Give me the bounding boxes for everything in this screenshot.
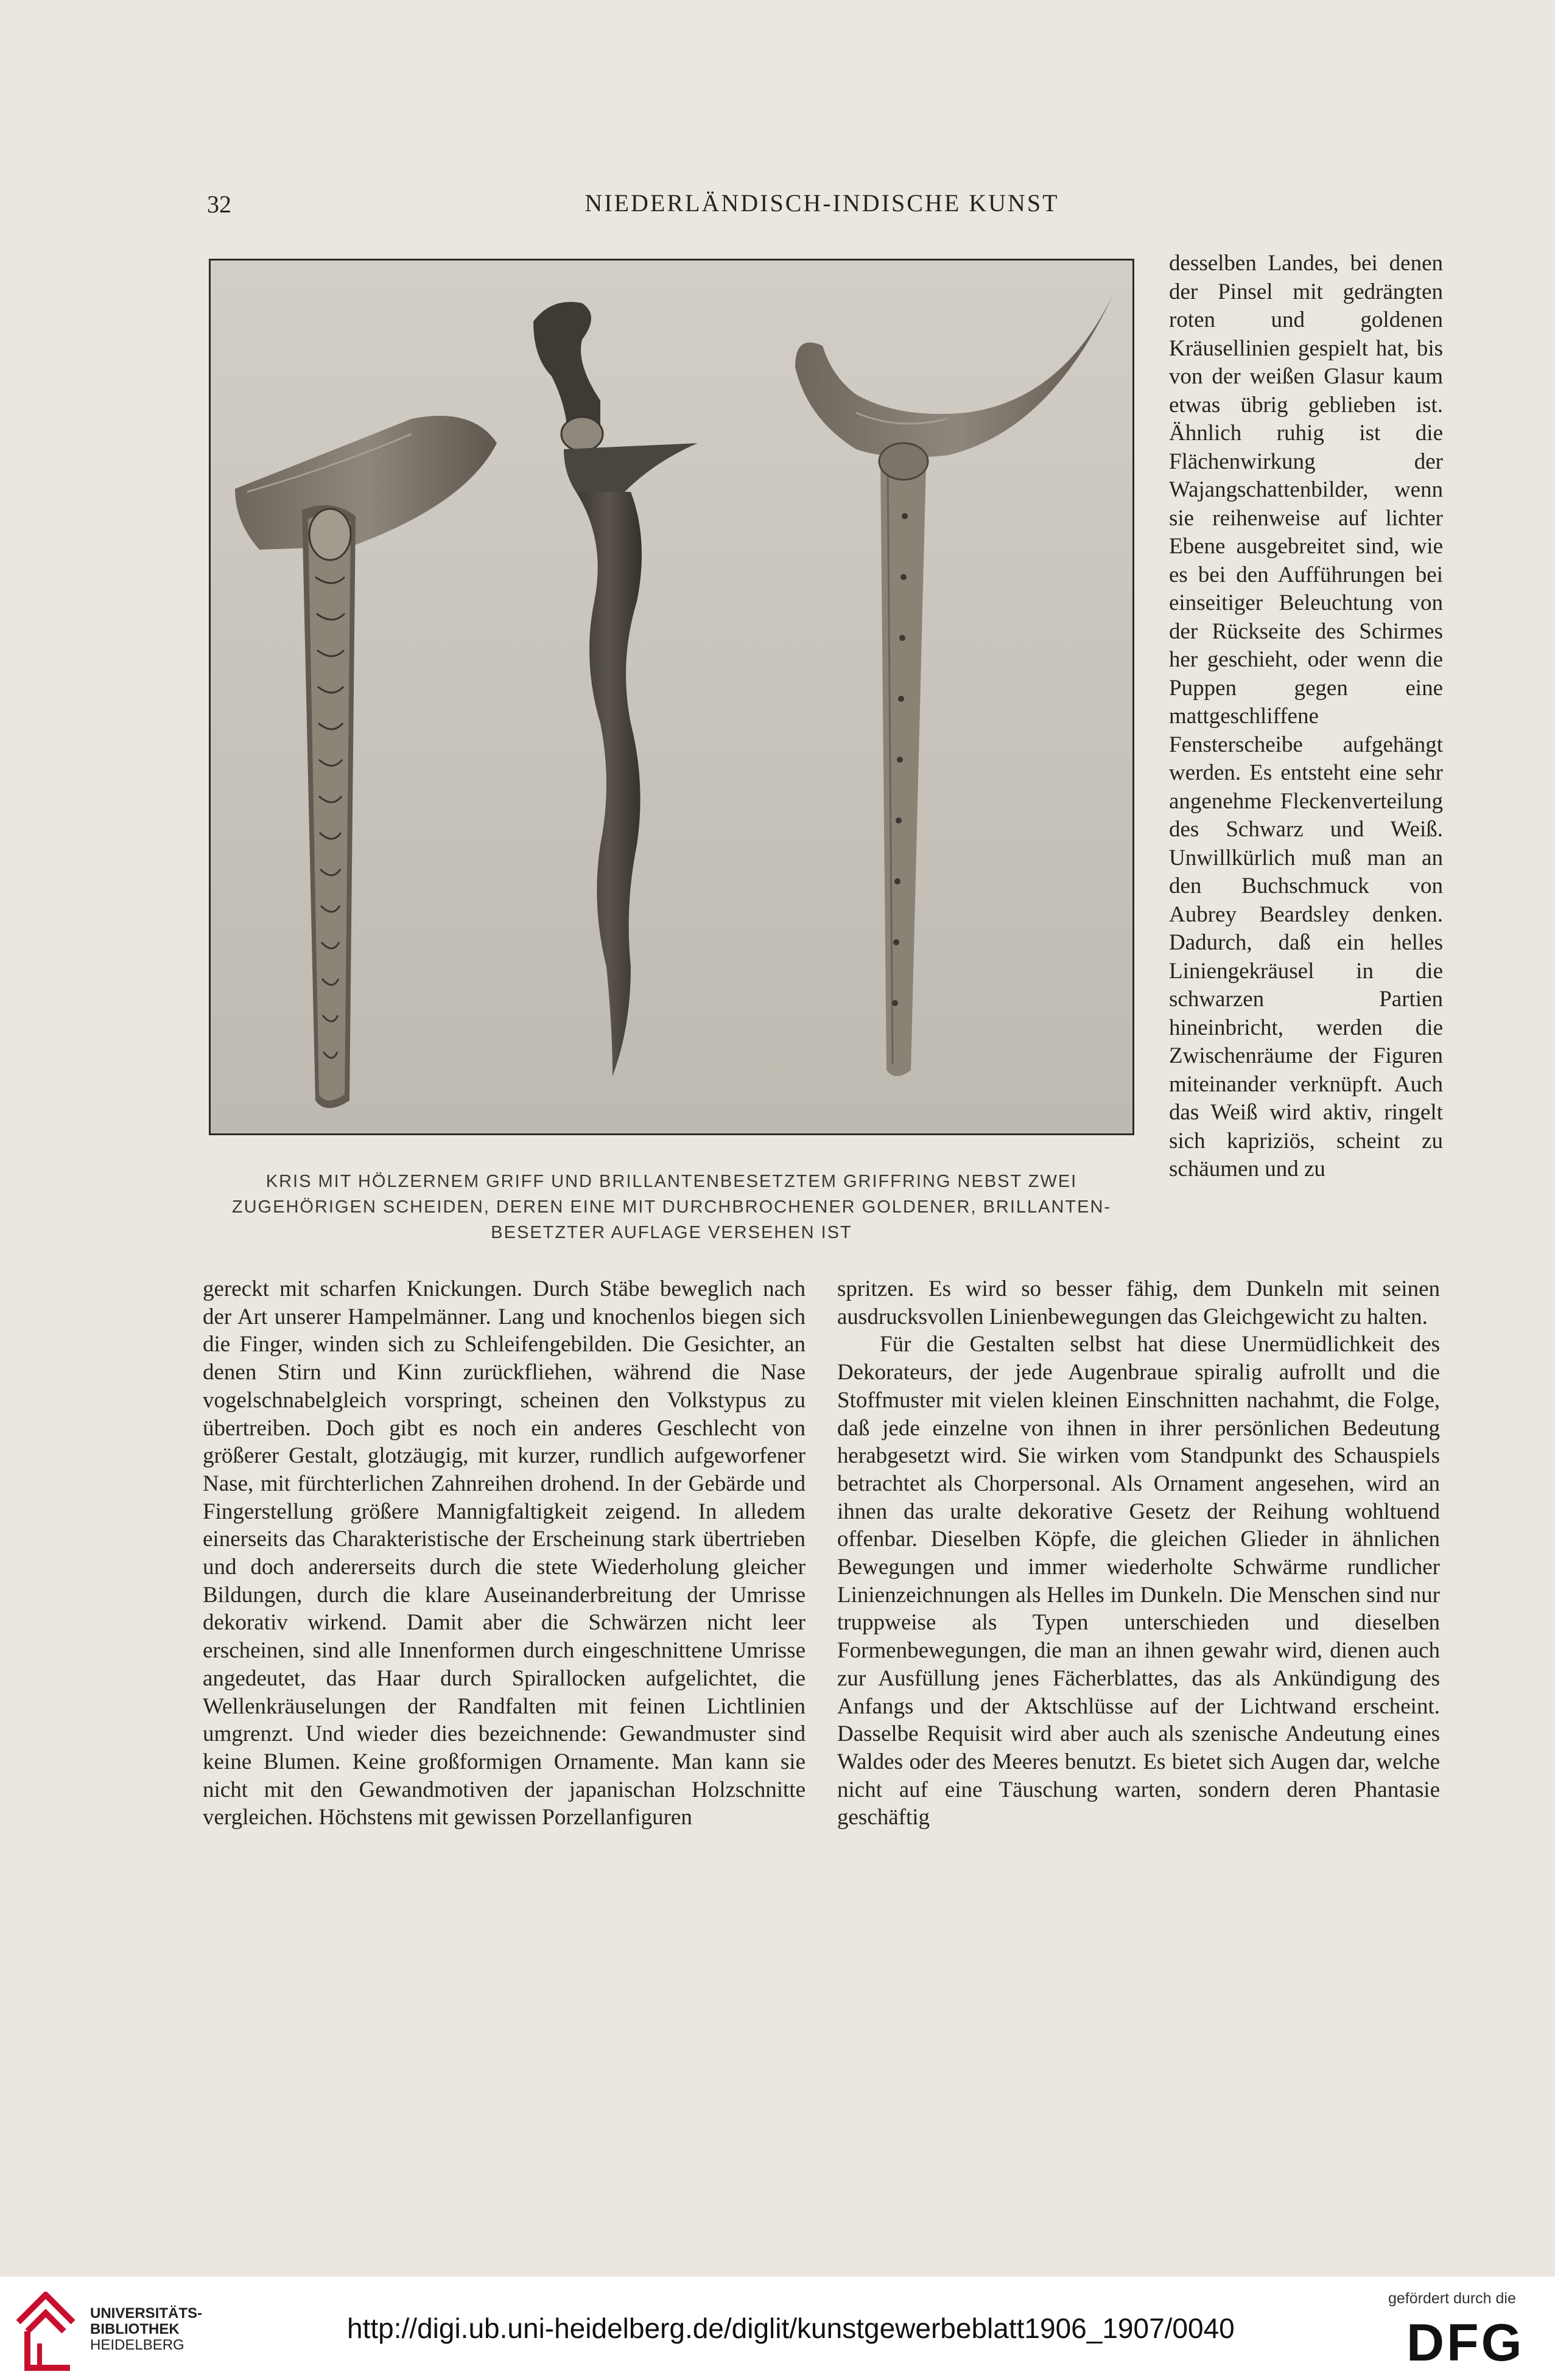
- permalink-url[interactable]: http://digi.ub.uni-heidelberg.de/diglit/kunstgewerbeblatt1906_1907/0040: [347, 2312, 1235, 2344]
- digitization-footer: [0, 2277, 1555, 2380]
- page-number: 32: [207, 191, 231, 218]
- paragraph: spritzen. Es wird so besser fähig, dem Dunkeln mit seinen ausdrucksvollen Linienbewegungen das Gleichgewicht zu halten.: [837, 1276, 1440, 1329]
- text-column-right: [837, 1275, 1440, 1832]
- running-title: NIEDERLÄNDISCH-INDISCHE KUNST: [584, 189, 1059, 217]
- text-column-beside-figure: desselben Landes, bei denen der Pinsel mit gedrängten roten und goldenen Kräusellinien gespielt hat, bis von der weißen Glasur kaum etwas übrig geblieben ist. Ähnlich ruhig ist die Flächenwirkung der Wajangschattenbilder, wenn sie reihenweise auf lichter Ebene ausgebreitet sind, wie es bei den Aufführungen bei einseitiger Beleuchtung von der Rückseite des Schirmes her geschieht, oder wenn die Puppen gegen eine mattgeschliffene Fensterscheibe aufgehängt werden. Es entsteht eine sehr angenehme Fleckenverteilung des Schwarz und Weiß. Unwillkürlich muß man an den Buchschmuck von Aubrey Beardsley denken. Dadurch, daß ein helles Liniengekräusel in die schwarzen Partien hineinbricht, werden die Zwischenräume der Figuren miteinander verknüpft. Auch das Weiß wird aktiv, ringelt sich kapriziös, scheint zu schäumen und zu: [1169, 251, 1443, 1181]
- caption-line: BESETZTER AUFLAGE VERSEHEN IST: [491, 1223, 852, 1242]
- text-column-left: [203, 1275, 806, 1832]
- library-name: UNIVERSITÄTS- BIBLIOTHEK HEIDELBERG: [90, 2305, 203, 2353]
- caption-line: KRIS MIT HÖLZERNEM GRIFF UND BRILLANTENBESETZTEM GRIFFRING NEBST ZWEI: [265, 1172, 1078, 1191]
- kris-photograph: [209, 259, 1134, 1135]
- university-library-logo-icon: [12, 2292, 79, 2371]
- kris-and-scabbards-image: [211, 261, 1132, 1133]
- paragraph: Für die Gestalten selbst hat diese Unermüdlichkeit des Dekorateurs, der jede Augenbraue spiralig aufrollt und die Stoffmuster mit vielen kleinen Einschnitten nachahmt, die Folge, daß jede einzelne von ihnen in ihrer persönlichen Bedeutung herabgesetzt wird. Sie wirken vom Standpunkt des Schauspiels betrachtet als Chorpersonal. Als Ornament angesehen, wird an ihnen das uralte dekorative Gesetz der Reihung wohltuend offenbar. Dieselben Köpfe, die gleichen Glieder in ähnlichen Bewegungen und immer wiederholte Schwärme rundlicher Linienzeichnungen als Helles im Dunkeln. Die Menschen sind nur truppweise als Typen unterschieden und dieselben Formenbewegungen, die man an ihnen gewahr wird, dienen auch zur Ausfüllung jenes Fächerblattes, das als Ankündigung des Anfangs und der Aktschlüsse auf der Lichtwand erscheint. Dasselbe Requisit wird aber auch als szenische Andeutung eines Waldes oder des Meeres benutzt. Es bietet sich Augen dar, welche nicht auf eine Täuschung warten, sondern deren Phantasie geschäftig: [837, 1332, 1440, 1830]
- dfg-logo: DFG: [1406, 2314, 1525, 2372]
- funded-by-label: gefördert durch die: [1388, 2290, 1516, 2307]
- paragraph: gereckt mit scharfen Knickungen. Durch Stäbe beweglich nach der Art unserer Hampelmänner. Lang und knochenlos biegen sich die Finger, winden sich zu Schleifengebilden. Die Gesichter, an denen Stirn und Kinn zurückfliehen, während die Nase vogelschnabelgleich vorspringt, scheinen den Volkstypus zu übertreiben. Doch gibt es noch ein anderes Geschlecht von größerer Gestalt, glotzäugig, mit kurzer, rundlich aufgeworfener Nase, mit fürchterlichen Zahnreihen drohend. In der Gebärde und Fingerstellung größere Mannigfaltigkeit zeigend. In alledem einerseits das Charakteristische der Erscheinung stark übertrieben und doch andererseits durch die stete Wiederholung gleicher Bildungen, durch die klare Auseinanderbreitung der Umrisse dekorativ wirkend. Damit aber die Schwärzen nicht leer erscheinen, sind alle Innenformen durch eingeschnittene Umrisse angedeutet, das Haar durch Spirallocken aufgelichtet, die Wellenkräuselungen der Randfalten mit feinen Lichtlinien umgrenzt. Und wieder dies bezeichnende: Gewandmuster sind keine Blumen. Keine großformigen Ornamente. Man kann sie nicht mit den Gewandmotiven der japanischan Holzschnitte vergleichen. Höchstens mit gewissen Porzellanfiguren: [203, 1276, 806, 1830]
- figure-caption: [209, 1169, 1134, 1245]
- caption-line: ZUGEHÖRIGEN SCHEIDEN, DEREN EINE MIT DURCHBROCHENER GOLDENER, BRILLANTEN-: [231, 1197, 1112, 1217]
